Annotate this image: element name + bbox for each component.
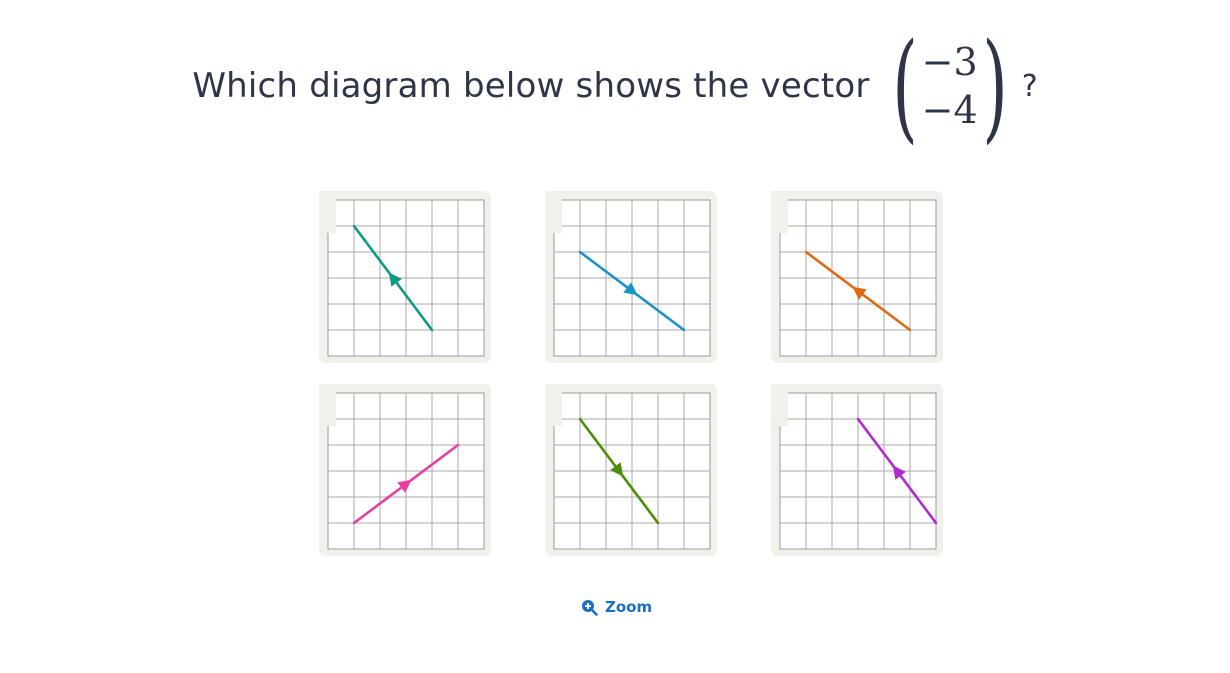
zoom-label: Zoom	[605, 598, 653, 616]
option-card-b[interactable]	[545, 191, 717, 363]
question-mark: ?	[1021, 68, 1038, 104]
label-tab	[771, 384, 788, 426]
question	[0, 17, 1230, 155]
option-card-c[interactable]	[771, 191, 943, 363]
grid-diagram	[319, 384, 491, 556]
option-card-d[interactable]	[319, 384, 491, 556]
vector-bottom: −4	[921, 88, 978, 132]
label-tab	[545, 191, 562, 233]
question-text: Which diagram below shows the vector	[192, 66, 870, 106]
option-card-a[interactable]	[319, 191, 491, 363]
left-parenthesis: (	[891, 17, 918, 155]
label-tab	[545, 384, 562, 426]
vector-components	[922, 38, 978, 134]
zoom-button[interactable]	[581, 598, 652, 616]
column-vector	[882, 17, 1018, 155]
grid-diagram	[771, 191, 943, 363]
grid-diagram	[771, 384, 943, 556]
grid-diagram	[545, 384, 717, 556]
label-tab	[319, 191, 336, 233]
vector-top: −3	[921, 40, 978, 84]
label-tab	[771, 191, 788, 233]
grid-diagram	[545, 191, 717, 363]
option-card-f[interactable]	[771, 384, 943, 556]
option-card-e[interactable]	[545, 384, 717, 556]
grid-diagram	[319, 191, 491, 363]
label-tab	[319, 384, 336, 426]
right-parenthesis: )	[982, 17, 1008, 155]
zoom-in-icon	[581, 599, 598, 616]
